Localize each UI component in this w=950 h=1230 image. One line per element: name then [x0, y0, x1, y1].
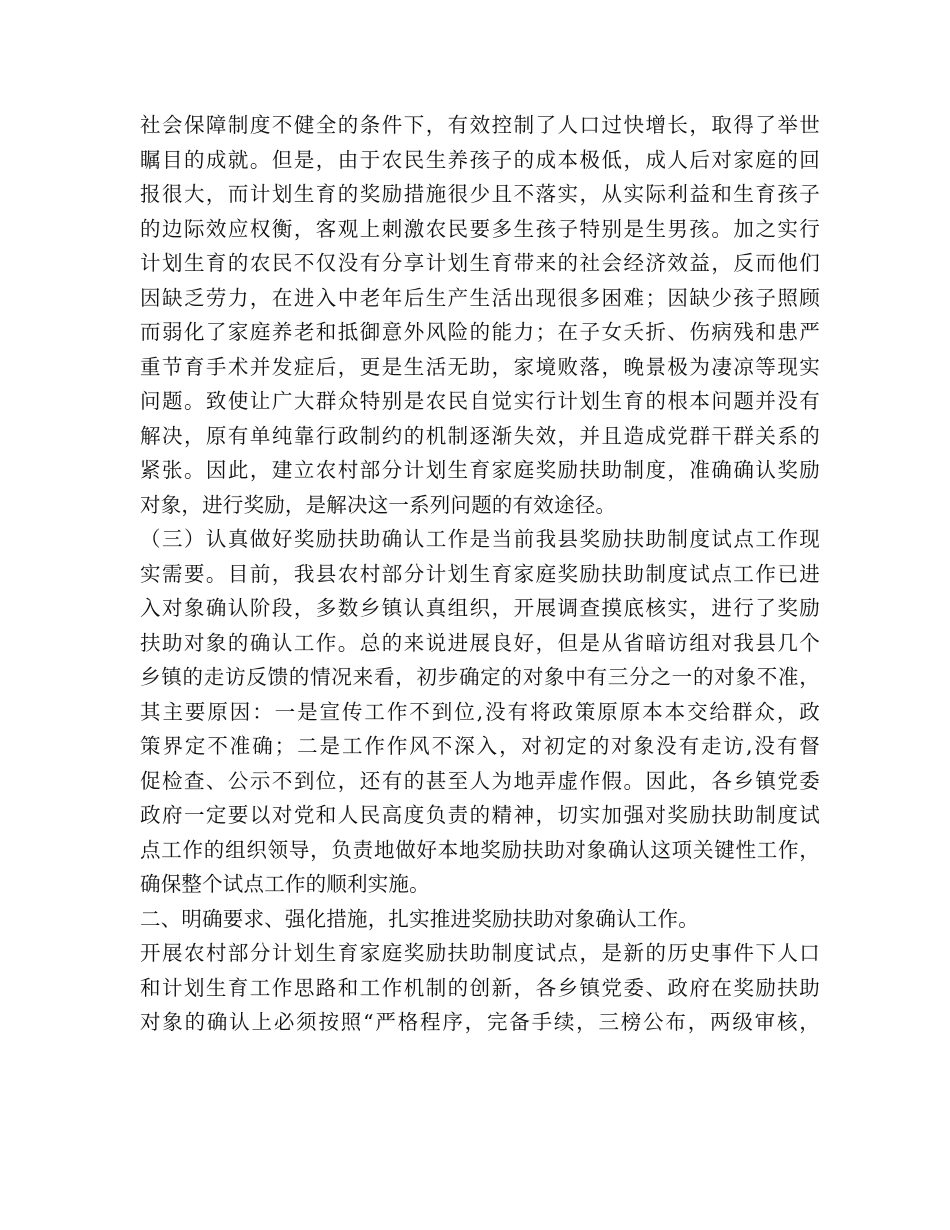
text-line: 入对象确认阶段，多数乡镇认真组织，开展调查摸底核实，进行了奖励 [140, 596, 820, 620]
text-line: 开展农村部分计划生育家庭奖励扶助制度试点，是新的历史事件下人口 [140, 941, 820, 965]
text-line: 解决，原有单纯靠行政制约的机制逐渐失效，并且造成党群干群关系的 [140, 423, 820, 448]
text-line: 因缺乏劳力，在进入中老年后生产生活出现很多困难；因缺少孩子照顾 [140, 285, 820, 310]
body-text [140, 108, 820, 1040]
text-line: 实需要。目前，我县农村部分计划生育家庭奖励扶助制度试点工作已进 [140, 561, 820, 586]
text-line: 社会保障制度不健全的条件下，有效控制了人口过快增长，取得了举世 [140, 113, 820, 137]
text-line: 计划生育的农民不仅没有分享计划生育带来的社会经济效益，反而他们 [140, 251, 820, 275]
text-line: 政府一定要以对党和人民高度负责的精神，切实加强对奖励扶助制度试 [140, 803, 820, 827]
text-line: 策界定不准确；二是工作作风不深入，对初定的对象没有走访,没有督 [140, 734, 820, 758]
text-line: 和计划生育工作思路和工作机制的创新，各乡镇党委、政府在奖励扶助 [140, 975, 820, 1000]
text-line: 对象，进行奖励，是解决这一系列问题的有效途径。 [140, 492, 617, 517]
text-line: 乡镇的走访反馈的情况来看，初步确定的对象中有三分之一的对象不准， [140, 665, 820, 689]
text-line: 而弱化了家庭养老和抵御意外风险的能力；在子女夭折、伤病残和患严 [140, 320, 820, 344]
text-line: 的边际效应权衡，客观上刺激农民要多生孩子特别是生男孩。加之实行 [140, 216, 820, 241]
text-line: 确保整个试点工作的顺利实施。 [140, 872, 430, 896]
text-line: 紧张。因此，建立农村部分计划生育家庭奖励扶助制度，准确确认奖励 [140, 458, 820, 482]
text-line: 重节育手术并发症后，更是生活无助，家境败落，晚景极为凄凉等现实 [140, 354, 820, 379]
text-line: 对象的确认上必须按照“严格程序，完备手续，三榜公布，两级审核， [140, 1010, 820, 1034]
text-line: 促检查、公示不到位，还有的甚至人为地弄虚作假。因此，各乡镇党委 [140, 768, 820, 793]
text-line: 扶助对象的确认工作。总的来说进展良好，但是从省暗访组对我县几个 [140, 630, 820, 655]
text-line: 瞩目的成就。但是，由于农民生养孩子的成本极低，成人后对家庭的回 [140, 147, 820, 172]
text-line: 问题。致使让广大群众特别是农民自觉实行计划生育的根本问题并没有 [140, 389, 820, 413]
text-line: 点工作的组织领导，负责地做好本地奖励扶助对象确认这项关键性工作， [140, 837, 820, 862]
text-line: 其主要原因：一是宣传工作不到位,没有将政策原原本本交给群众，政 [140, 699, 820, 724]
section-heading-line: 二、明确要求、强化措施，扎实推进奖励扶助对象确认工作。 [140, 906, 699, 931]
section-heading-line: （三）认真做好奖励扶助确认工作是当前我县奖励扶助制度试点工作现 [140, 527, 820, 551]
text-line: 报很大，而计划生育的奖励措施很少且不落实，从实际利益和生育孩子 [140, 182, 820, 206]
